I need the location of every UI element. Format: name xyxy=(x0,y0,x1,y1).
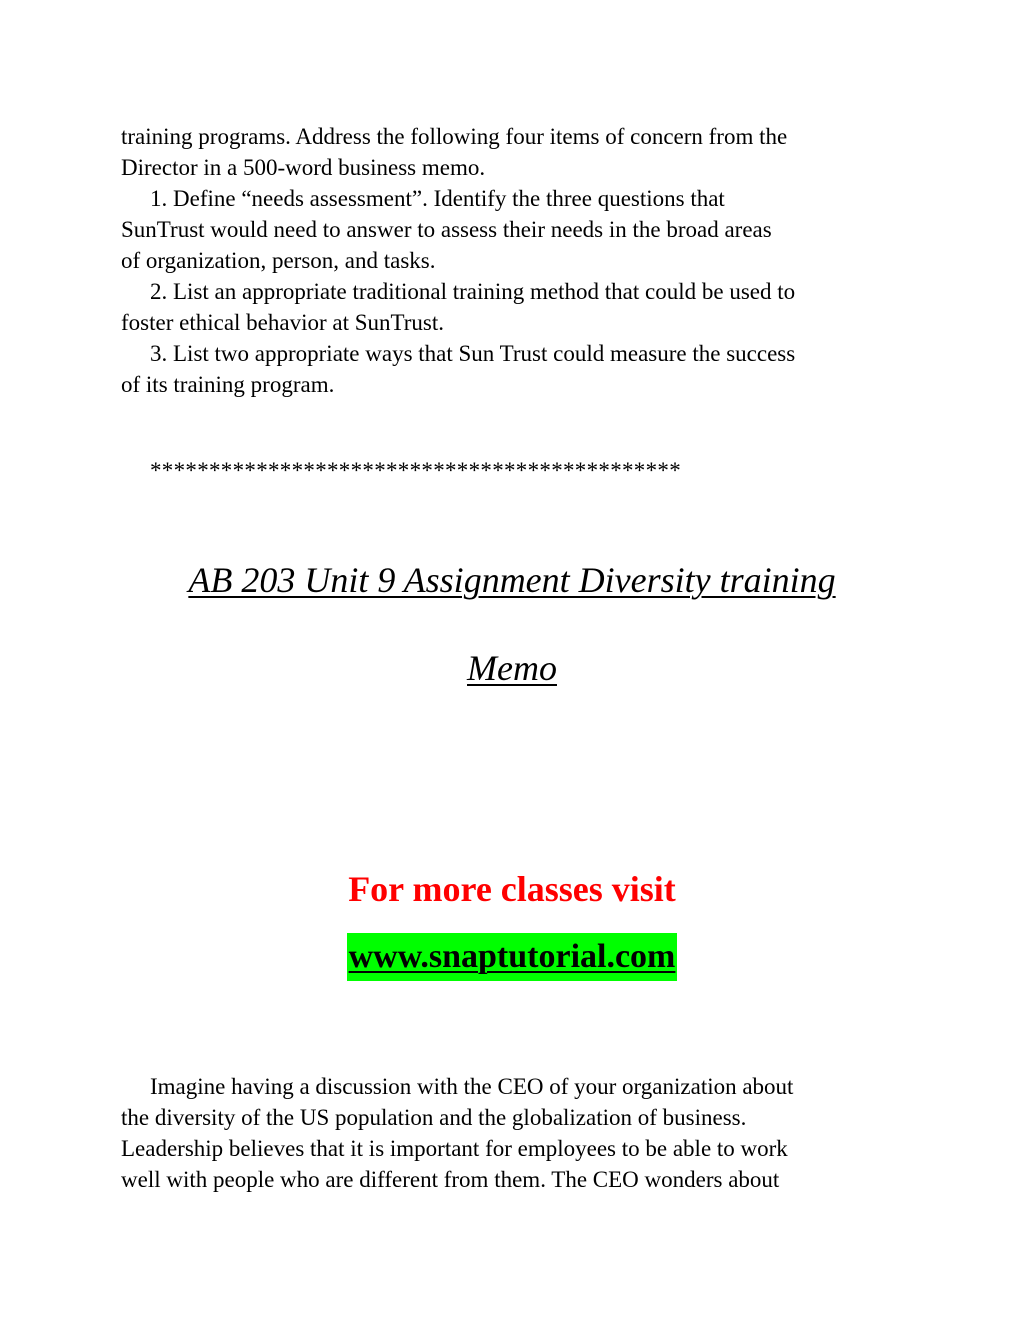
assignment-heading-line-1: AB 203 Unit 9 Assignment Diversity training xyxy=(188,560,836,600)
item-2-line-1: 2. List an appropriate traditional training method that could be used to xyxy=(150,279,796,304)
item-1-line-3: of organization, person, and tasks. xyxy=(121,248,436,273)
intro-line-1: training programs. Address the following four items of concern from the xyxy=(121,124,788,149)
body-line-3: Leadership believes that it is important for employees to be able to work xyxy=(121,1136,788,1161)
item-1-line-1: 1. Define “needs assessment”. Identify the three questions that xyxy=(150,186,725,211)
item-3-line-1: 3. List two appropriate ways that Sun Trust could measure the success xyxy=(150,341,796,366)
item-2-line-2: foster ethical behavior at SunTrust. xyxy=(121,310,445,335)
assignment-heading-line-2: Memo xyxy=(467,648,557,688)
item-3-line-2: of its training program. xyxy=(121,372,335,397)
body-line-1: Imagine having a discussion with the CEO of your organization about xyxy=(150,1074,794,1099)
item-1-line-2: SunTrust would need to answer to assess their needs in the broad areas xyxy=(121,217,772,242)
body-line-2: the diversity of the US population and the globalization of business. xyxy=(121,1105,747,1130)
promo-link-wrap xyxy=(0,933,1024,981)
intro-line-2: Director in a 500-word business memo. xyxy=(121,155,486,180)
snaptutorial-link[interactable]: www.snaptutorial.com xyxy=(347,933,678,981)
body-line-4: well with people who are different from them. The CEO wonders about xyxy=(121,1167,780,1192)
promo-text: For more classes visit xyxy=(348,869,676,909)
separator-stars: ********************************************* xyxy=(150,458,681,483)
